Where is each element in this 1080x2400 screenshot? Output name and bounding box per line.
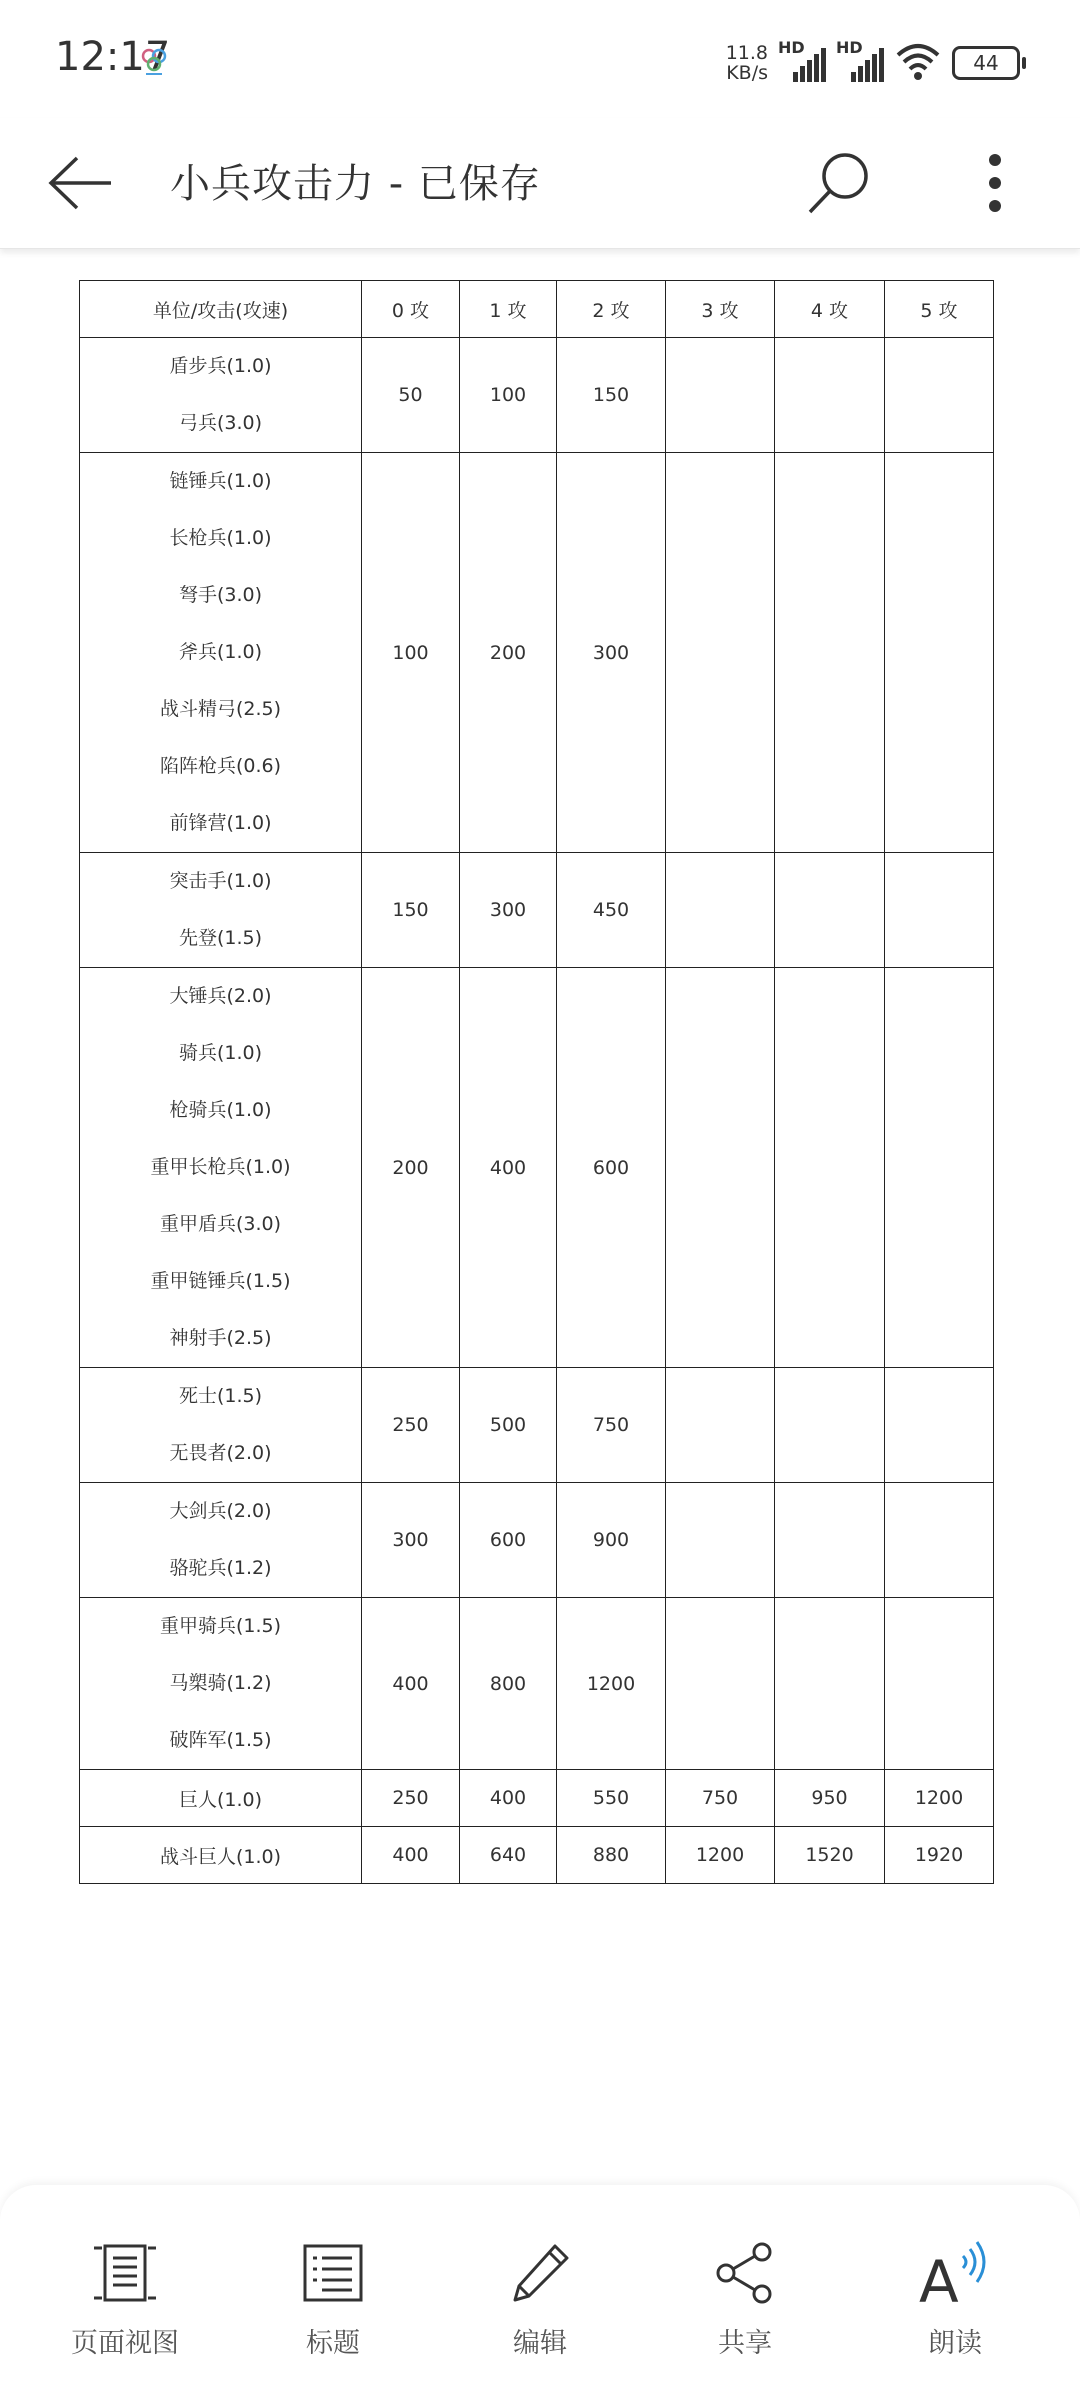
app-header (0, 118, 1080, 249)
attack-value-cell: 250 (362, 1368, 460, 1483)
nav-page-view[interactable]: 页面视图 (45, 2235, 205, 2360)
nav-headings[interactable]: 标题 (253, 2235, 413, 2360)
attack-value-cell: 400 (362, 1827, 460, 1884)
attack-value-cell (666, 1483, 775, 1598)
attack-value-cell: 600 (460, 1483, 557, 1598)
attack-value-cell (666, 968, 775, 1368)
unit-name: 巨人(1.0) (178, 1788, 263, 1811)
unit-name: 重甲盾兵(3.0) (159, 1213, 282, 1235)
attack-value-cell (666, 1598, 775, 1770)
unit-name: 枪骑兵(1.0) (169, 1099, 272, 1121)
table-body (80, 338, 994, 1884)
unit-name: 盾步兵(1.0) (169, 355, 272, 377)
unit-cell (80, 1770, 362, 1827)
attack-value-cell (775, 853, 885, 968)
attack-value-cell (666, 853, 775, 968)
unit-cell (80, 968, 362, 1368)
read-aloud-icon (917, 2238, 993, 2308)
attack-value-cell (775, 1368, 885, 1483)
attack-value-cell (885, 1368, 994, 1483)
unit-name: 神射手(2.5) (169, 1327, 272, 1349)
unit-name: 大锤兵(2.0) (169, 985, 272, 1007)
svg-text:A: A (919, 2248, 959, 2308)
attack-value-cell: 800 (460, 1598, 557, 1770)
unit-name: 破阵军(1.5) (169, 1729, 272, 1751)
unit-cell (80, 453, 362, 853)
unit-cell (80, 853, 362, 968)
attack-value-cell (775, 453, 885, 853)
attack-value-cell: 200 (362, 968, 460, 1368)
unit-cell (80, 338, 362, 453)
unit-name: 重甲长枪兵(1.0) (150, 1156, 291, 1178)
attack-value-cell (885, 338, 994, 453)
attack-value-cell: 400 (460, 1770, 557, 1827)
table-row (80, 853, 994, 968)
share-icon (712, 2240, 778, 2306)
attack-value-cell (885, 453, 994, 853)
pencil-icon (507, 2240, 573, 2306)
headings-list-icon (300, 2240, 366, 2306)
nav-read-aloud[interactable]: A 朗读 (875, 2235, 1035, 2360)
attack-value-cell: 200 (460, 453, 557, 853)
attack-value-cell: 750 (666, 1770, 775, 1827)
attack-value-cell: 150 (557, 338, 666, 453)
header-atk-1: 1 攻 (460, 281, 557, 338)
status-bar (0, 0, 1080, 118)
unit-cell (80, 1827, 362, 1884)
signal-1-icon: HD (778, 44, 826, 82)
table-row (80, 1368, 994, 1483)
unit-name: 无畏者(2.0) (169, 1442, 272, 1464)
attack-value-cell: 300 (557, 453, 666, 853)
attack-value-cell: 300 (460, 853, 557, 968)
unit-cell (80, 1368, 362, 1483)
more-vertical-icon (989, 154, 1001, 166)
attack-value-cell: 450 (557, 853, 666, 968)
table-row (80, 453, 994, 853)
unit-name: 斧兵(1.0) (178, 641, 263, 663)
attack-value-cell: 100 (460, 338, 557, 453)
unit-cell (80, 1598, 362, 1770)
unit-name: 骑兵(1.0) (178, 1042, 263, 1064)
attack-value-cell (885, 968, 994, 1368)
attack-value-cell: 600 (557, 968, 666, 1368)
more-options-button[interactable] (975, 143, 1015, 223)
attack-value-cell: 250 (362, 1770, 460, 1827)
table-row (80, 338, 994, 453)
unit-name: 先登(1.5) (178, 927, 263, 949)
attack-value-cell: 1200 (885, 1770, 994, 1827)
nav-share[interactable]: 共享 (665, 2235, 825, 2360)
attack-value-cell (666, 338, 775, 453)
status-time: 12:17 (55, 34, 171, 80)
table-row (80, 1770, 994, 1827)
attack-value-cell: 1520 (775, 1827, 885, 1884)
header-atk-2: 2 攻 (557, 281, 666, 338)
attack-value-cell (775, 1598, 885, 1770)
attack-value-cell: 900 (557, 1483, 666, 1598)
page-view-icon (92, 2240, 158, 2306)
attack-value-cell: 1200 (557, 1598, 666, 1770)
table-header-row (80, 281, 994, 338)
unit-cell (80, 1483, 362, 1598)
attack-value-cell: 400 (362, 1598, 460, 1770)
attack-table (79, 280, 994, 1884)
attack-value-cell (885, 853, 994, 968)
table-row (80, 1598, 994, 1770)
attack-value-cell: 100 (362, 453, 460, 853)
attack-value-cell: 950 (775, 1770, 885, 1827)
attack-value-cell: 1200 (666, 1827, 775, 1884)
document-title: 小兵攻击力 - 已保存 (170, 161, 541, 207)
nav-edit[interactable]: 编辑 (460, 2235, 620, 2360)
signal-2-icon: HD (836, 44, 884, 82)
attack-value-cell: 1920 (885, 1827, 994, 1884)
bottom-toolbar (0, 2185, 1080, 2400)
unit-name: 弩手(3.0) (178, 584, 263, 606)
attack-value-cell: 300 (362, 1483, 460, 1598)
wifi-icon (894, 41, 942, 85)
unit-name: 骆驼兵(1.2) (169, 1557, 272, 1579)
unit-name: 战斗精弓(2.5) (159, 698, 282, 720)
back-button[interactable] (40, 143, 120, 223)
attack-value-cell: 150 (362, 853, 460, 968)
header-atk-4: 4 攻 (775, 281, 885, 338)
unit-name: 陷阵枪兵(0.6) (159, 755, 282, 777)
unit-name: 战斗巨人(1.0) (159, 1845, 282, 1868)
search-icon (805, 148, 875, 218)
attack-value-cell: 500 (460, 1368, 557, 1483)
table-row (80, 968, 994, 1368)
battery-icon: 44 (952, 46, 1020, 80)
unit-name: 弓兵(3.0) (178, 412, 263, 434)
unit-name: 大剑兵(2.0) (169, 1500, 272, 1522)
network-speed: 11.8 KB/s (725, 42, 768, 84)
attack-value-cell (775, 1483, 885, 1598)
attack-value-cell: 640 (460, 1827, 557, 1884)
attack-value-cell: 750 (557, 1368, 666, 1483)
header-atk-0: 0 攻 (362, 281, 460, 338)
document-body (79, 280, 994, 1884)
unit-name: 链锤兵(1.0) (169, 470, 272, 492)
attack-value-cell: 400 (460, 968, 557, 1368)
header-atk-5: 5 攻 (885, 281, 994, 338)
attack-value-cell (775, 968, 885, 1368)
attack-value-cell (666, 453, 775, 853)
table-row (80, 1483, 994, 1598)
attack-value-cell (885, 1483, 994, 1598)
attack-value-cell: 50 (362, 338, 460, 453)
attack-value-cell (775, 338, 885, 453)
header-atk-3: 3 攻 (666, 281, 775, 338)
unit-name: 马槊骑(1.2) (169, 1672, 272, 1694)
header-unit: 单位/攻击(攻速) (80, 281, 362, 338)
attack-value-cell (666, 1368, 775, 1483)
unit-name: 突击手(1.0) (169, 870, 272, 892)
attack-value-cell: 880 (557, 1827, 666, 1884)
unit-name: 重甲骑兵(1.5) (159, 1615, 282, 1637)
attack-value-cell: 550 (557, 1770, 666, 1827)
unit-name: 长枪兵(1.0) (169, 527, 272, 549)
unit-name: 重甲链锤兵(1.5) (150, 1270, 291, 1292)
app-notification-icon (140, 46, 168, 80)
unit-name: 前锋营(1.0) (169, 812, 272, 834)
arrow-left-icon (47, 155, 113, 211)
attack-value-cell (885, 1598, 994, 1770)
search-button[interactable] (800, 138, 880, 228)
unit-name: 死士(1.5) (178, 1385, 263, 1407)
table-row (80, 1827, 994, 1884)
